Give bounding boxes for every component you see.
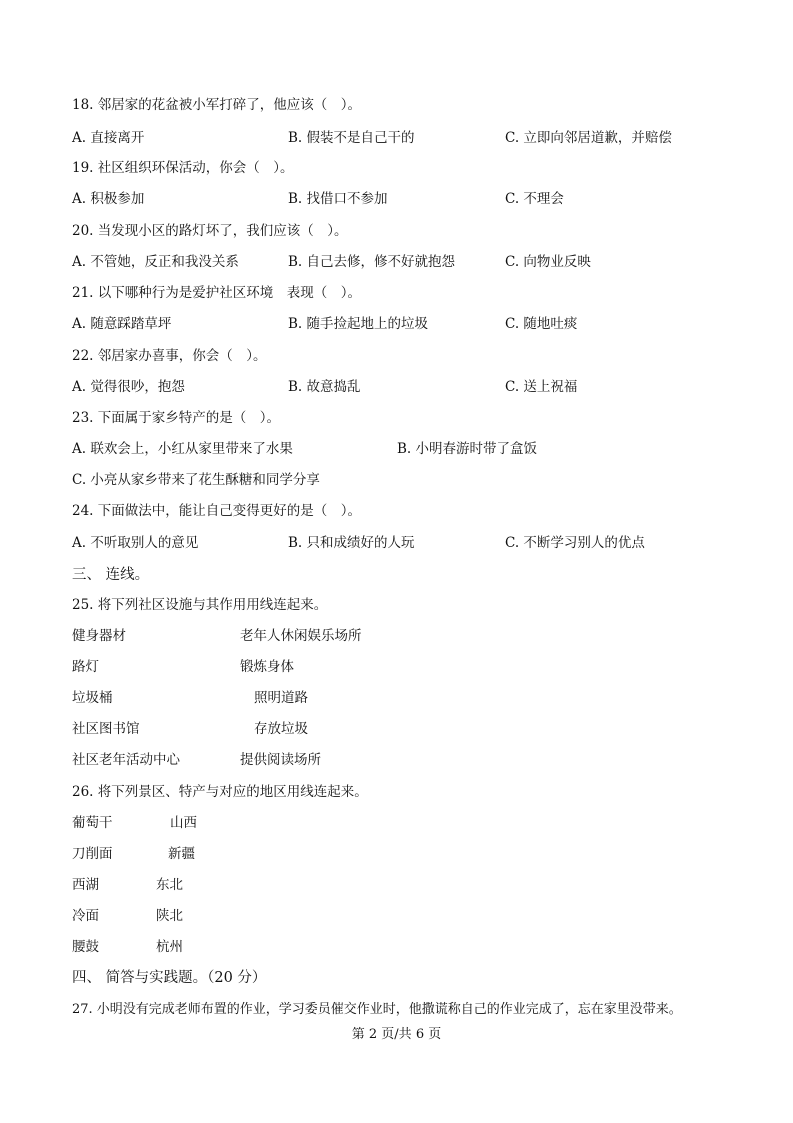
option-c: C. 立即向邻居道歉，并赔偿 <box>505 130 672 146</box>
match-right-item: 提供阅读场所 <box>240 752 321 768</box>
question-stem: 19. 社区组织环保活动，你会（ ）。 <box>72 160 294 176</box>
match-left-item: 西湖 <box>72 877 99 893</box>
option-a: A. 不听取别人的意见 <box>72 535 199 551</box>
option-b: B. 只和成绩好的人玩 <box>288 535 415 551</box>
question-stem: 21. 以下哪种行为是爱护社区环境 表现（ ）。 <box>72 285 362 301</box>
option-c: C. 随地吐痰 <box>505 316 578 332</box>
option-c: C. 不理会 <box>505 191 564 207</box>
option-b: B. 随手捡起地上的垃圾 <box>288 316 429 332</box>
section-title: 四、 简答与实践题。（20 分） <box>72 970 267 986</box>
question-stem: 24. 下面做法中，能让自己变得更好的是（ ）。 <box>72 503 362 519</box>
match-right-item: 存放垃圾 <box>254 721 308 737</box>
option-b: B. 假装不是自己干的 <box>288 130 415 146</box>
section-title: 三、 连线。 <box>72 567 150 583</box>
match-left-item: 路灯 <box>72 659 99 675</box>
match-right-item: 照明道路 <box>254 690 308 706</box>
match-left-item: 刀削面 <box>72 846 113 862</box>
match-right-item: 锻炼身体 <box>240 659 294 675</box>
match-right-item: 老年人休闲娱乐场所 <box>240 628 362 644</box>
match-right-item: 杭州 <box>156 939 183 955</box>
question-stem: 26. 将下列景区、特产与对应的地区用线连起来。 <box>72 784 368 800</box>
match-left-item: 健身器材 <box>72 628 126 644</box>
option-a: A. 联欢会上，小红从家里带来了水果 <box>72 441 293 457</box>
question-stem: 22. 邻居家办喜事，你会（ ）。 <box>72 348 267 364</box>
option-b: B. 找借口不参加 <box>288 191 388 207</box>
match-left-item: 腰鼓 <box>72 939 99 955</box>
option-a: A. 积极参加 <box>72 191 145 207</box>
page-number: 第 2 页/共 6 页 <box>351 1027 442 1042</box>
option-c: C. 向物业反映 <box>505 254 591 270</box>
match-left-item: 社区老年活动中心 <box>72 752 180 768</box>
match-left-item: 社区图书馆 <box>72 721 140 737</box>
question-stem: 25. 将下列社区设施与其作用用线连起来。 <box>72 597 328 613</box>
match-right-item: 新疆 <box>168 846 195 862</box>
question-stem: 20. 当发现小区的路灯坏了，我们应该（ ）。 <box>72 223 348 239</box>
match-right-item: 东北 <box>156 877 183 893</box>
option-b: B. 故意捣乱 <box>288 379 361 395</box>
question-stem: 27. 小明没有完成老师布置的作业，学习委员催交作业时，他撒谎称自己的作业完成了，忘在家里没带来。 <box>72 1002 682 1017</box>
option-b: B. 自己去修，修不好就抱怨 <box>288 254 456 270</box>
question-stem: 23. 下面属于家乡特产的是（ ）。 <box>72 410 281 426</box>
match-left-item: 垃圾桶 <box>72 690 113 706</box>
match-left-item: 冷面 <box>72 908 99 924</box>
match-right-item: 陕北 <box>156 908 183 924</box>
match-left-item: 葡萄干 <box>72 815 113 831</box>
match-right-item: 山西 <box>170 815 197 831</box>
option-c: C. 小亮从家乡带来了花生酥糖和同学分享 <box>72 472 320 488</box>
option-a: A. 直接离开 <box>72 130 145 146</box>
option-c: C. 送上祝福 <box>505 379 578 395</box>
question-stem: 18. 邻居家的花盆被小军打碎了，他应该（ ）。 <box>72 97 362 113</box>
option-b: B. 小明春游时带了盒饭 <box>397 441 538 457</box>
option-c: C. 不断学习别人的优点 <box>505 535 645 551</box>
option-a: A. 随意踩踏草坪 <box>72 316 172 332</box>
option-a: A. 不管她，反正和我没关系 <box>72 254 239 270</box>
option-a: A. 觉得很吵，抱怨 <box>72 379 185 395</box>
